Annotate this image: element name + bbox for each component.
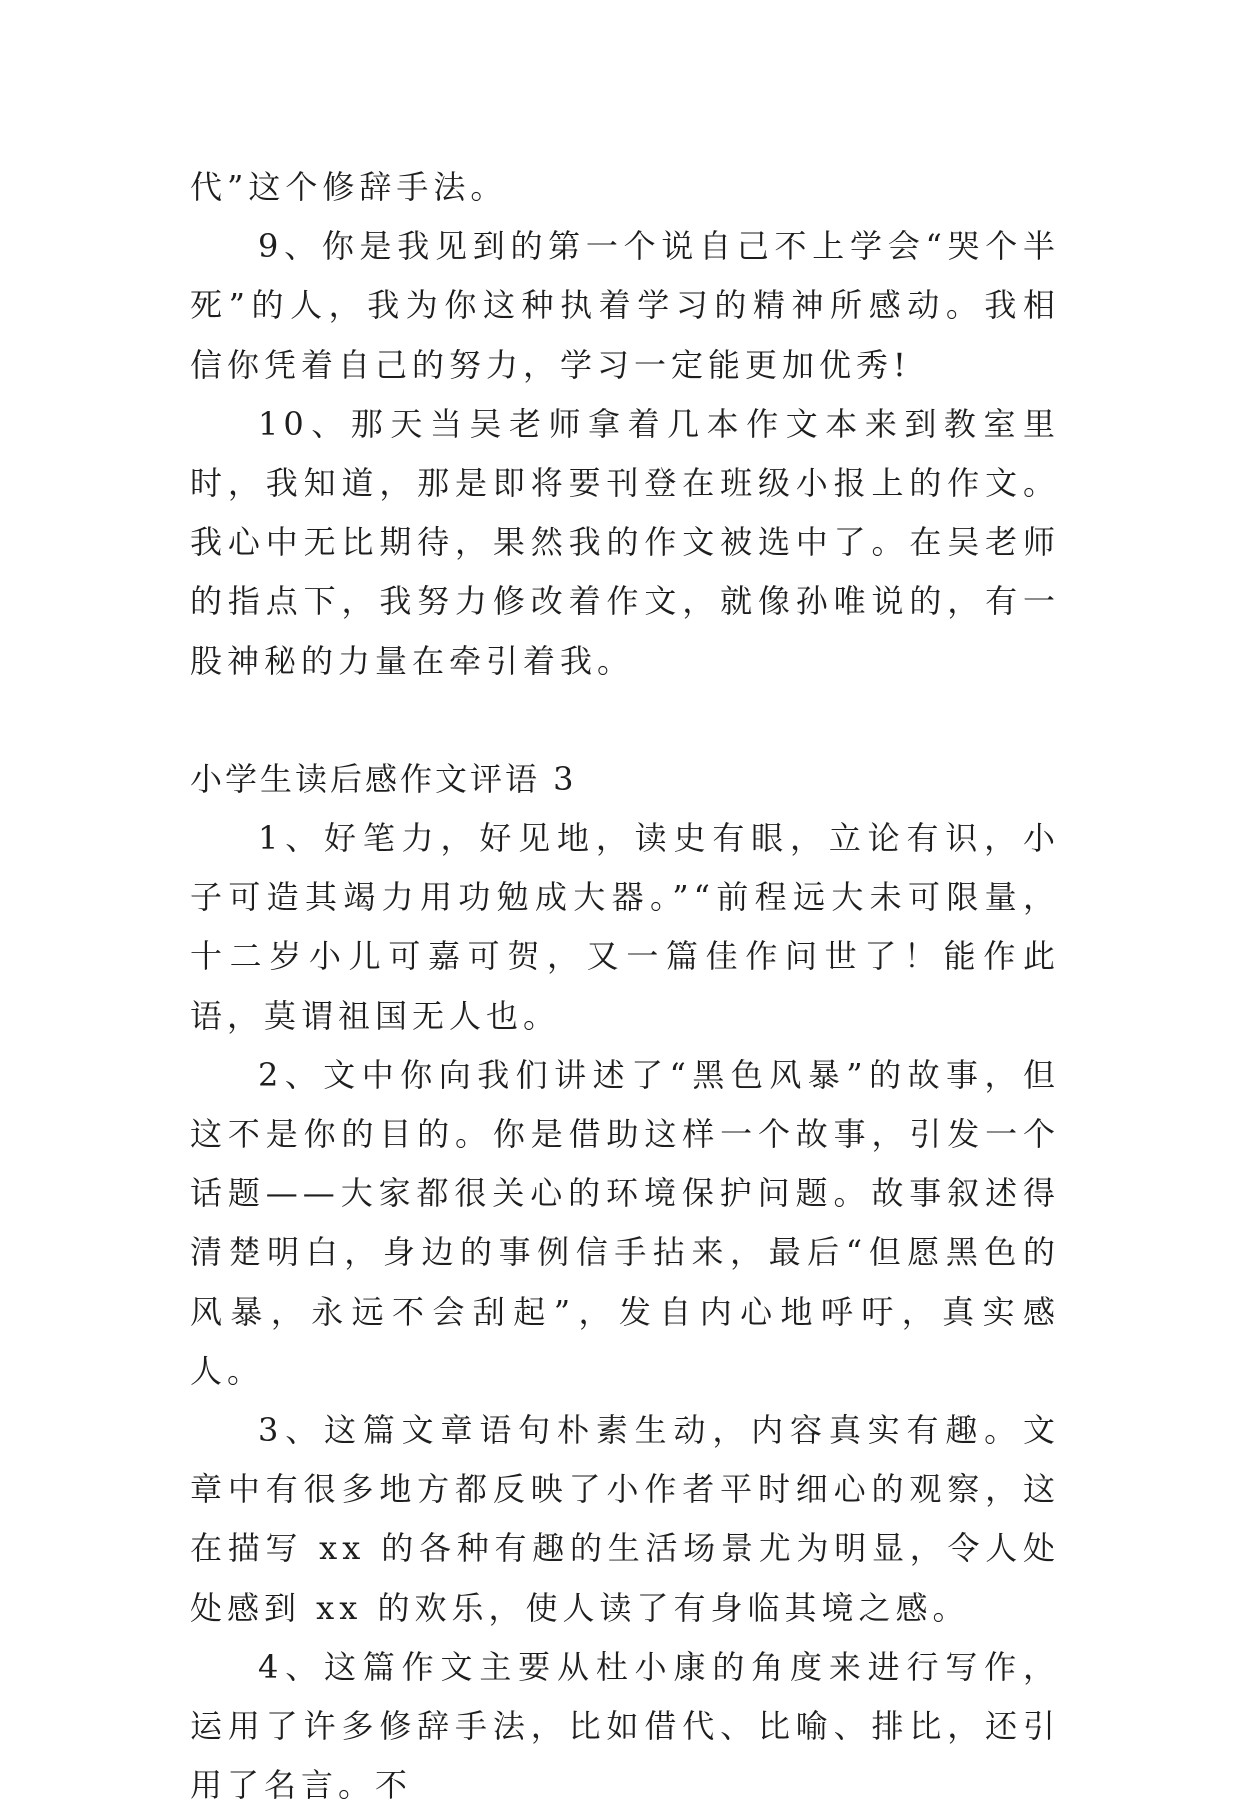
- section-heading: 小学生读后感作文评语 3: [190, 759, 577, 798]
- document-body: [190, 158, 1060, 1815]
- comment-9: 9、你是我见到的第一个说自己不上学会“哭个半死”的人，我为你这种执着学习的精神所感动。我相信你凭着自己的努力，学习一定能更加优秀!: [190, 227, 1060, 384]
- carryover-paragraph: 代”这个修辞手法。: [190, 168, 508, 206]
- comment-1: 1、好笔力，好见地，读史有眼，立论有识，小子可造其竭力用功勉成大器。”“前程远大未可限量，十二岁小儿可嘉可贺，又一篇佳作问世了！能作此语，莫谓祖国无人也。: [190, 819, 1060, 1035]
- comment-4: 4、这篇作文主要从杜小康的角度来进行写作，运用了许多修辞手法，比如借代、比喻、排比，还引用了名言。不: [190, 1647, 1060, 1805]
- comment-3: 3、这篇文章语句朴素生动，内容真实有趣。文章中有很多地方都反映了小作者平时细心的观察，这在描写 xx 的各种有趣的生活场景尤为明显，令人处处感到 xx 的欢乐，使人读了有身临其境之感。: [190, 1411, 1060, 1627]
- comment-10: 10、那天当吴老师拿着几本作文本来到教室里时，我知道，那是即将要刊登在班级小报上的作文。我心中无比期待，果然我的作文被选中了。在吴老师的指点下，我努力修改着作文，就像孙唯说的，有一股神秘的力量在牵引着我。: [190, 404, 1060, 680]
- comment-2: 2、文中你向我们讲述了“黑色风暴”的故事，但这不是你的目的。你是借助这样一个故事，引发一个话题——大家都很关心的环境保护问题。故事叙述得清楚明白，身边的事例信手拈来，最后“但愿黑色的风暴，永远不会刮起”，发自内心地呼吁，真实感人。: [190, 1055, 1060, 1390]
